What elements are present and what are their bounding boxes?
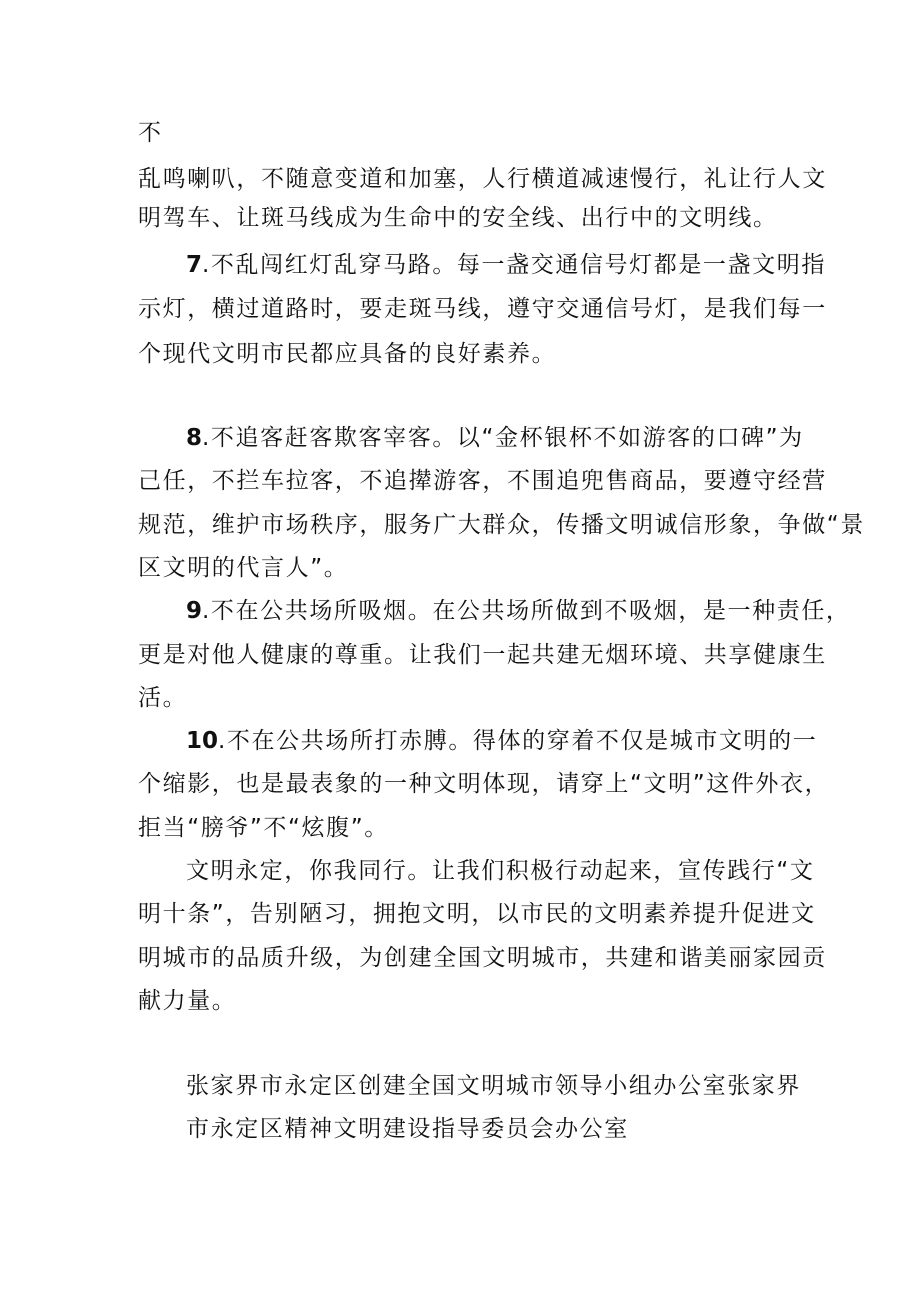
text-fragment: 不: [138, 120, 163, 146]
signature-line-1: 张家界市永定区创建全国文明城市领导小组办公室张家界: [186, 1073, 801, 1099]
para6-line-1: 乱鸣喇叭，不随意变道和加塞，人行横道减速慢行，礼让行人文: [138, 166, 827, 192]
item7-line-1: [186, 250, 826, 280]
item8-line-3: 规范，维护市场秩序，服务广大群众，传播文明诚信形象，争做“景: [138, 512, 865, 538]
item10-line-1: [186, 726, 817, 756]
item9-line-2: 更是对他人健康的尊重。让我们一起共建无烟环境、共享健康生: [138, 642, 827, 668]
item10-line-3: 拒当“膀爷”不“炫腹”。: [138, 815, 389, 841]
item8-text: .不追客赶客欺客宰客。以“金杯银杯不如游客的口碑”为: [202, 425, 804, 451]
signature-line-2: 市永定区精神文明建设指导委员会办公室: [186, 1116, 629, 1142]
closing-line-2: 明十条”，告别陋习，拥抱文明，以市民的文明素养提升促进文: [138, 901, 816, 927]
item8-number: 8: [186, 425, 203, 451]
item10-number: 10: [186, 728, 219, 754]
item7-number: 7: [186, 252, 203, 278]
item8-line-1: [186, 423, 804, 453]
item9-number: 9: [186, 598, 203, 624]
closing-line-1: 文明永定，你我同行。让我们积极行动起来，宣传践行“文: [186, 858, 815, 884]
item9-text: .不在公共场所吸烟。在公共场所做到不吸烟，是一种责任，: [202, 598, 851, 624]
item7-line-3: 个现代文明市民都应具备的良好素养。: [138, 341, 557, 367]
item8-line-2: 己任，不拦车拉客，不追撵游客，不围追兜售商品，要遵守经营: [138, 468, 827, 494]
item9-line-1: [186, 596, 851, 626]
item7-text: .不乱闯红灯乱穿马路。每一盏交通信号灯都是一盏文明指: [202, 252, 826, 278]
item10-line-2: 个缩影，也是最表象的一种文明体现，请穿上“文明”这件外衣，: [138, 771, 830, 797]
item8-line-4: 区文明的代言人”。: [138, 555, 349, 581]
closing-line-3: 明城市的品质升级，为创建全国文明城市，共建和谐美丽家园贡: [138, 945, 827, 971]
item7-line-2: 示灯，横过道路时，要走斑马线，遵守交通信号灯，是我们每一: [138, 296, 827, 322]
closing-line-4: 献力量。: [138, 988, 237, 1014]
para6-line-2: 明驾车、让斑马线成为生命中的安全线、出行中的文明线。: [138, 205, 778, 231]
item9-line-3: 活。: [138, 685, 188, 711]
item10-text: .不在公共场所打赤膊。得体的穿着不仅是城市文明的一: [218, 728, 818, 754]
